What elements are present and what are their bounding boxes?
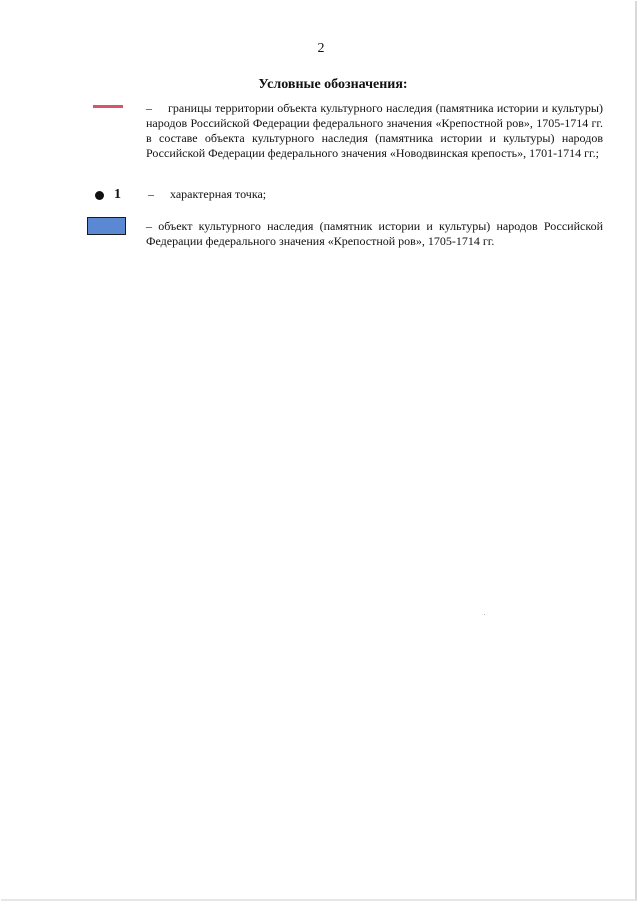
point-number: 1 (114, 187, 121, 202)
legend-title: Условные обозначения: (258, 77, 408, 92)
scan-speck (484, 614, 485, 615)
point-dot-icon (95, 191, 104, 200)
legend-item-point (148, 187, 605, 202)
characteristic-point-symbol (95, 187, 121, 203)
legend-item-heritage-object (146, 219, 603, 249)
document-page (1, 1, 637, 901)
legend-item-boundary (146, 101, 603, 161)
heritage-object-area-symbol (87, 217, 126, 235)
legend-text-point: характерная точка; (170, 187, 267, 201)
boundary-line-symbol (93, 105, 123, 108)
legend-dash: – (146, 219, 152, 233)
legend-text-heritage-object: объект культурного наследия (памятник истории и культуры) народов Российской Федерации федерального значения «Крепостной ров», 1705-1714 гг. (146, 219, 603, 248)
legend-text-boundary: границы территории объекта культурного наследия (памятника истории и культуры) народов Российской Федерации федерального значения «Крепостной ров», 1705-1714 гг. в составе объекта культурного наследия (памятника истории и культуры) народов Российской Федерации федерального значения «Новодвинская крепость», 1701-1714 гг.; (146, 101, 603, 160)
page-number: 2 (317, 41, 325, 56)
legend-dash: – (148, 187, 154, 201)
legend-dash: – (146, 101, 152, 115)
